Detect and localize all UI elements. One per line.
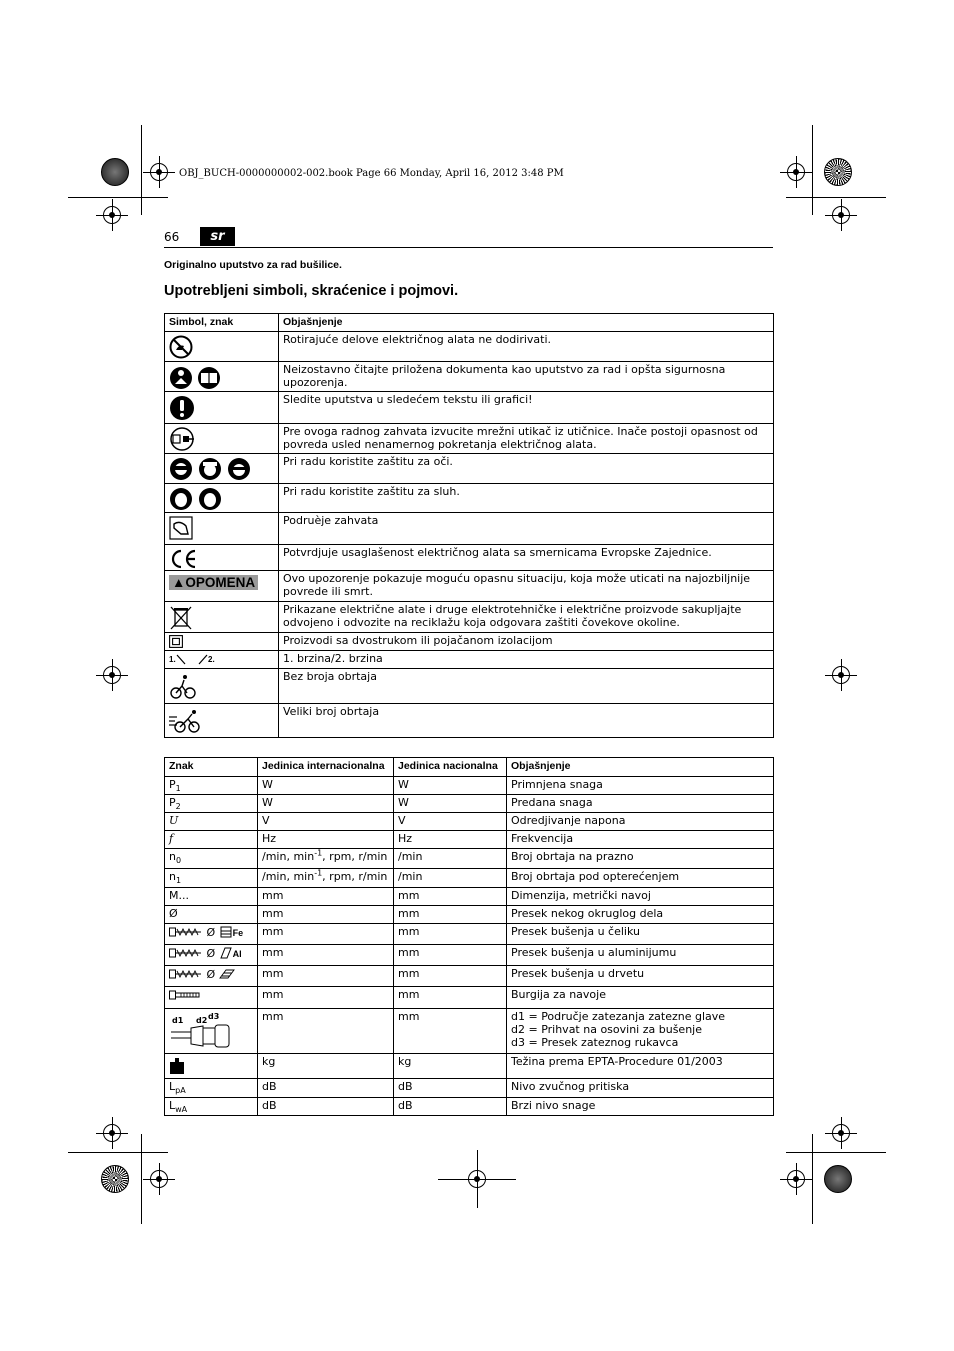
- symbol-cell: [165, 392, 279, 424]
- sign-cell: M...: [165, 888, 258, 906]
- symbol-cell: [165, 513, 279, 545]
- sign-cell: Ø: [165, 906, 258, 924]
- weee-bin-icon: [169, 605, 193, 631]
- symbol-cell: [165, 704, 279, 738]
- symbol-cell: [165, 484, 279, 513]
- sign-cell: U: [165, 813, 258, 831]
- chuck-desc-line: d1 = Područje zatezanja zatezne glave: [511, 1010, 726, 1023]
- gear-speed-icon: [169, 652, 219, 666]
- unit-explanation: Broj obrtaja pod opterećenjem: [507, 869, 774, 888]
- symbol-cell: [165, 602, 279, 633]
- sign-cell: $P_2$: [165, 795, 258, 813]
- sign-cell: $L_{pA}$: [165, 1079, 258, 1098]
- chuck-label-d2: d2: [196, 1016, 208, 1025]
- units-header-sign: Znak: [165, 758, 258, 777]
- hand-action-icon: [169, 516, 193, 540]
- unit-explanation: Težina prema EPTA-Procedure 01/2003: [507, 1054, 774, 1079]
- nat-unit: kg: [394, 1054, 507, 1079]
- sign-cell: Ø: [165, 966, 258, 987]
- tap-thread-icon: [169, 988, 203, 1002]
- table-row: [165, 795, 774, 813]
- table-row: [165, 1054, 774, 1079]
- symbol-explanation: Potvrdjuje usaglašenost električnog alata sa smernicama Evropske Zajednice.: [279, 545, 774, 571]
- nat-unit: Hz: [394, 831, 507, 849]
- sign-cell: $L_{wA}$: [165, 1098, 258, 1116]
- header-rule: [164, 247, 773, 248]
- warning-triangle-icon: ▲: [172, 575, 186, 590]
- nat-unit: mm: [394, 906, 507, 924]
- intl-unit: mm: [258, 924, 394, 945]
- language-tab: sr: [200, 227, 235, 246]
- table-row: [165, 777, 774, 795]
- sign-cell: $n_1$: [165, 869, 258, 888]
- unit-explanation: Dimenzija, metrički navoj: [507, 888, 774, 906]
- svg-text:2.: 2.: [208, 655, 215, 664]
- table-row: [165, 1009, 774, 1054]
- units-header-international: Jedinica internacionalna: [258, 758, 394, 777]
- sign-cell: [165, 987, 258, 1009]
- registration-mark-icon: [787, 163, 805, 181]
- nat-unit: /min: [394, 869, 507, 888]
- symbol-explanation: Proizvodi sa dvostrukom ili pojačanom izolacijom: [279, 633, 774, 651]
- symbol-cell: [165, 571, 279, 602]
- chuck-label-d1: d1: [172, 1016, 184, 1025]
- symbol-explanation: Bez broja obrtaja: [279, 669, 774, 704]
- table-row: [165, 966, 774, 987]
- unit-explanation: Presek bušenja u čeliku: [507, 924, 774, 945]
- eye-protection-icon: [169, 457, 251, 481]
- unit-explanation: Brzi nivo snage: [507, 1098, 774, 1116]
- intl-unit: W: [258, 795, 394, 813]
- intl-unit: V: [258, 813, 394, 831]
- symbol-explanation: Rotirajuće delove električnog alata ne dodirivati.: [279, 332, 774, 362]
- registration-mark-icon: [832, 1124, 850, 1142]
- symbol-cell: [165, 545, 279, 571]
- symbol-cell: [165, 633, 279, 651]
- intl-unit: /min, $\min^{-1}$, rpm, r/min: [258, 869, 394, 888]
- print-star-icon: [824, 158, 852, 186]
- nat-unit: mm: [394, 924, 507, 945]
- units-header-national: Jedinica nacionalna: [394, 758, 507, 777]
- ear-protection-icon: [169, 487, 223, 511]
- book-info: OBJ_BUCH-0000000002-002.book Page 66 Monday, April 16, 2012 3:48 PM: [179, 168, 564, 179]
- sign-cell: Ø Al: [165, 945, 258, 966]
- intl-unit: W: [258, 777, 394, 795]
- unit-explanation: Primnjena snaga: [507, 777, 774, 795]
- page-number: 66: [164, 230, 180, 244]
- nat-unit: mm: [394, 888, 507, 906]
- registration-mark-icon: [787, 1170, 805, 1188]
- print-star-icon: [101, 1165, 129, 1193]
- nat-unit: W: [394, 795, 507, 813]
- nat-unit: mm: [394, 987, 507, 1009]
- drill-aluminium-icon: [169, 946, 203, 960]
- table-row: [165, 888, 774, 906]
- registration-mark-icon: [103, 666, 121, 684]
- table-row: [165, 869, 774, 888]
- symbol-explanation: Pre ovoga radnog zahvata izvucite mrežni utikač iz utičnice. Inače postoji opasnost od povreda usled nenamernog pokretanja električnog alata.: [279, 424, 774, 454]
- symbol-cell: [165, 651, 279, 669]
- ce-mark-icon: [169, 548, 197, 570]
- chuck-desc-line: d3 = Presek zateznog rukavca: [511, 1036, 679, 1049]
- symbol-explanation: Ovo upozorenje pokazuje moguću opasnu situaciju, koja može uticati na najozbiljnije povrede ili smrt.: [279, 571, 774, 602]
- unit-explanation: Frekvencija: [507, 831, 774, 849]
- symbol-cell: [165, 362, 279, 392]
- unit-explanation: Odredjivanje napona: [507, 813, 774, 831]
- double-insulation-icon: [169, 635, 183, 648]
- registration-mark-icon: [832, 206, 850, 224]
- nat-unit: W: [394, 777, 507, 795]
- nat-unit: mm: [394, 1009, 507, 1054]
- sign-cell: [165, 1054, 258, 1079]
- unit-explanation: [507, 1009, 774, 1054]
- read-manual-icon: [169, 365, 221, 391]
- intl-unit: Hz: [258, 831, 394, 849]
- table-row: [165, 1079, 774, 1098]
- symbol-cell: [165, 332, 279, 362]
- unplug-icon: [169, 427, 195, 451]
- symbol-explanation: Veliki broj obrtaja: [279, 704, 774, 738]
- table-row: [165, 1098, 774, 1116]
- print-disc-icon: [101, 158, 129, 186]
- unit-explanation: Nivo zvučnog pritiska: [507, 1079, 774, 1098]
- steel-material-icon: [219, 925, 233, 939]
- nat-unit: mm: [394, 966, 507, 987]
- symbol-cell: [165, 454, 279, 484]
- unit-explanation: Presek bušenja u aluminijumu: [507, 945, 774, 966]
- section-heading: Upotrebljeni simboli, skraćenice i pojmovi.: [164, 283, 459, 299]
- registration-mark-icon: [150, 163, 168, 181]
- nat-unit: V: [394, 813, 507, 831]
- slow-bike-icon: [169, 672, 197, 700]
- intl-unit: dB: [258, 1098, 394, 1116]
- unit-explanation: Broj obrtaja na prazno: [507, 849, 774, 869]
- no-touch-rotating-icon: [169, 335, 193, 359]
- warning-label-icon: [169, 575, 258, 590]
- symbol-cell: [165, 669, 279, 704]
- nat-unit: dB: [394, 1079, 507, 1098]
- units-table: [164, 757, 774, 1116]
- intl-unit: dB: [258, 1079, 394, 1098]
- document-subtitle: Originalno uputstvo za rad bušilice.: [164, 259, 342, 271]
- registration-mark-icon: [103, 206, 121, 224]
- symbol-explanation: Neizostavno čitajte priložena dokumenta kao uputstvo za rad i opšta sigurnosna upozorenja.: [279, 362, 774, 392]
- symbol-explanation: 1. brzina/2. brzina: [279, 651, 774, 669]
- unit-explanation: Presek nekog okruglog dela: [507, 906, 774, 924]
- table-row: [165, 924, 774, 945]
- units-header-explanation: Objašnjenje: [507, 758, 774, 777]
- nat-unit: /min: [394, 849, 507, 869]
- symbol-explanation: Podruèje zahvata: [279, 513, 774, 545]
- symbol-explanation: Prikazane električne alate i druge elektrotehničke i električne proizvode sakupljajte odvojeno i odvozite na reciklažu koja odgovara zaštiti čovekove okoline.: [279, 602, 774, 633]
- sign-cell: [165, 1009, 258, 1054]
- table-row: [165, 906, 774, 924]
- intl-unit: kg: [258, 1054, 394, 1079]
- print-disc-icon: [824, 1165, 852, 1193]
- wood-material-icon: [219, 967, 235, 981]
- symbol-explanation: Sledite uputstva u sledećem tekstu ili grafici!: [279, 392, 774, 424]
- intl-unit: mm: [258, 888, 394, 906]
- unit-explanation: Presek bušenja u drvetu: [507, 966, 774, 987]
- table-row: [165, 945, 774, 966]
- drill-wood-icon: [169, 967, 203, 981]
- sign-cell: f: [165, 831, 258, 849]
- symbols-table: [164, 313, 774, 738]
- table-row: [165, 831, 774, 849]
- drill-steel-icon: [169, 925, 203, 939]
- table-row: [165, 813, 774, 831]
- sign-cell: $n_0$: [165, 849, 258, 869]
- table-row: [165, 849, 774, 869]
- weight-icon: [169, 1057, 185, 1075]
- sign-cell: Ø Fe: [165, 924, 258, 945]
- intl-unit: mm: [258, 987, 394, 1009]
- chuck-label-d3: d3: [208, 1012, 220, 1021]
- symbols-header-explanation: Objašnjenje: [279, 314, 774, 332]
- symbol-explanation: Pri radu koristite zaštitu za sluh.: [279, 484, 774, 513]
- symbols-header-symbol: Simbol, znak: [165, 314, 279, 332]
- registration-mark-icon: [103, 1124, 121, 1142]
- intl-unit: mm: [258, 1009, 394, 1054]
- unit-explanation: Burgija za navoje: [507, 987, 774, 1009]
- svg-text:1.: 1.: [169, 655, 176, 664]
- fast-bike-icon: [169, 707, 201, 735]
- intl-unit: mm: [258, 906, 394, 924]
- warning-label-text: OPOMENA: [185, 575, 256, 590]
- table-row: [165, 987, 774, 1009]
- chuck-desc-line: d2 = Prihvat na osovini za bušenje: [511, 1023, 702, 1036]
- intl-unit: mm: [258, 945, 394, 966]
- registration-mark-icon: [832, 666, 850, 684]
- nat-unit: dB: [394, 1098, 507, 1116]
- intl-unit: /min, $\min^{-1}$, rpm, r/min: [258, 849, 394, 869]
- nat-unit: mm: [394, 945, 507, 966]
- exclamation-icon: [169, 395, 195, 421]
- aluminium-material-icon: [219, 946, 233, 960]
- symbol-explanation: Pri radu koristite zaštitu za oči.: [279, 454, 774, 484]
- intl-unit: mm: [258, 966, 394, 987]
- symbol-cell: [165, 424, 279, 454]
- sign-cell: $P_1$: [165, 777, 258, 795]
- unit-explanation: Predana snaga: [507, 795, 774, 813]
- registration-mark-icon: [150, 1170, 168, 1188]
